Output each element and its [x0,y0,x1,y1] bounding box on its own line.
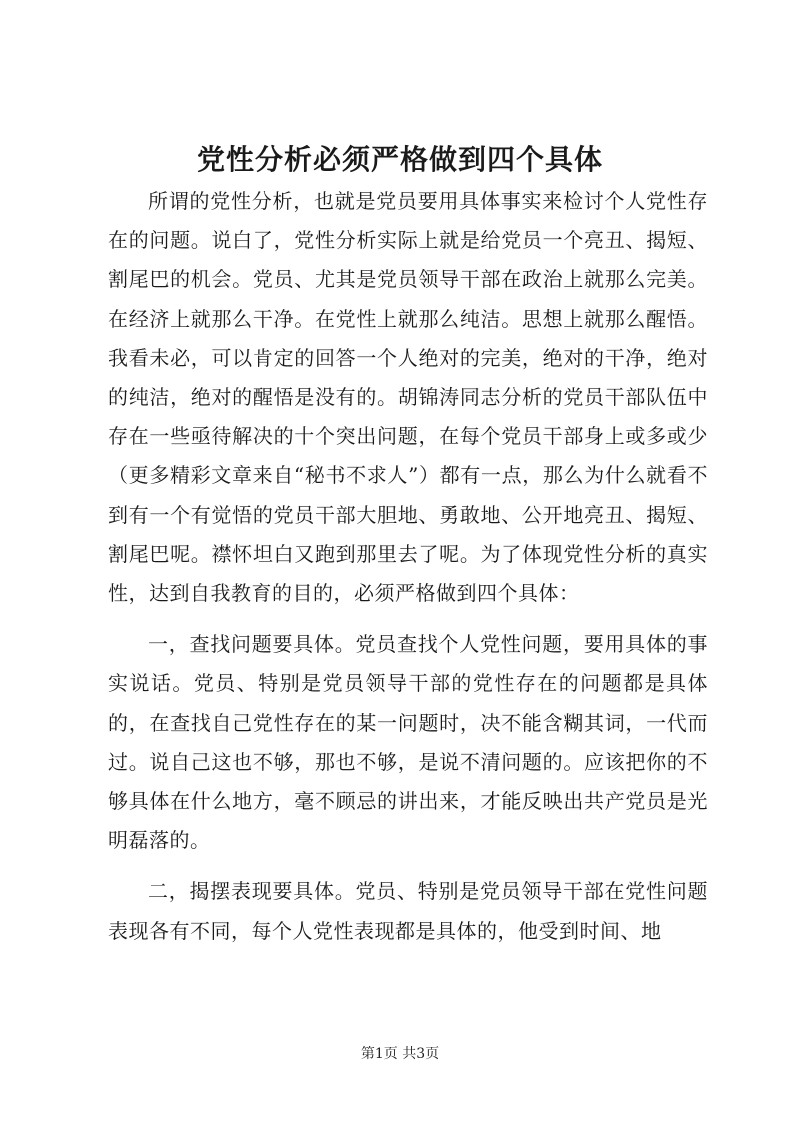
page-number-footer: 第1页 共3页 [360,1046,440,1062]
paragraph-point-one: 一，查找问题要具体。党员查找个人党性问题，要用具体的事实说话。党员、特别是党员领导干部的党性存在的问题都是具体的，在查找自己党性存在的某一问题时，决不能含糊其词，一代而过。说自己这也不够，那也不够，是说不清问题的。应该把你的不够具体在什么地方，毫不顾忌的讲出来，才能反映出共产党员是光明磊落的。 [108,632,708,853]
paragraph-intro: 所谓的党性分析，也就是党员要用具体事实来检讨个人党性存在的问题。说白了，党性分析实际上就是给党员一个亮丑、揭短、割尾巴的机会。党员、尤其是党员领导干部在政治上就那么完美。在经济上就那么干净。在党性上就那么纯洁。思想上就那么醒悟。我看未必，可以肯定的回答一个人绝对的完美，绝对的干净，绝对的纯洁，绝对的醒悟是没有的。胡锦涛同志分析的党员干部队伍中存在一些亟待解决的十个突出问题，在每个党员干部身上或多或少（更多精彩文章来自“秘书不求人”）都有一点，那么为什么就看不到有一个有觉悟的党员干部大胆地、勇敢地、公开地亮丑、揭短、割尾巴呢。襟怀坦白又跑到那里去了呢。为了体现党性分析的真实性，达到自我教育的目的，必须严格做到四个具体： [108,189,708,606]
paragraph-point-two: 二，揭摆表现要具体。党员、特别是党员领导干部在党性问题表现各有不同，每个人党性表现都是具体的，他受到时间、地 [108,879,708,943]
document-title: 党性分析必须严格做到四个具体 [196,143,603,176]
document-body [108,182,708,951]
